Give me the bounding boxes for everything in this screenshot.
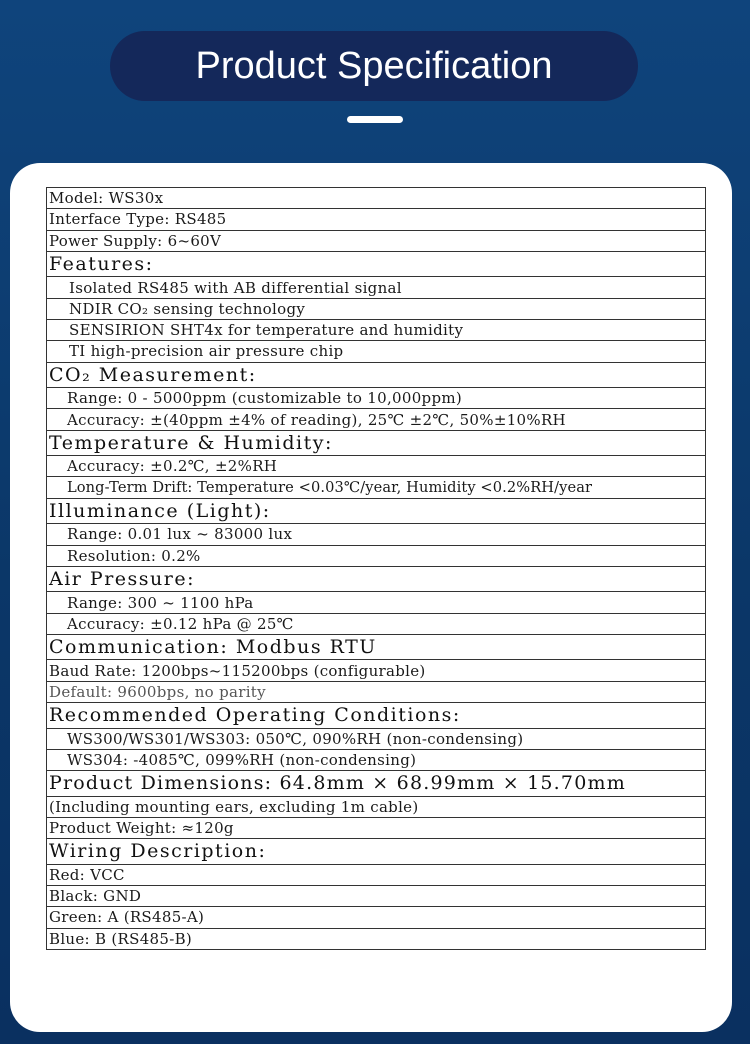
feature-item: TI high-precision air pressure chip [47, 341, 705, 362]
temp-humidity-heading: Temperature & Humidity: [47, 431, 705, 457]
operating-ws300-row: WS300/WS301/WS303: 050℃, 090%RH (non-condensing) [47, 729, 705, 750]
wiring-blue-row: Blue: B (RS485-B) [47, 929, 705, 950]
interface-row: Interface Type: RS485 [47, 209, 705, 230]
wiring-black-row: Black: GND [47, 886, 705, 907]
default-row: Default: 9600bps, no parity [47, 682, 705, 703]
air-pressure-accuracy-row: Accuracy: ±0.12 hPa @ 25℃ [47, 614, 705, 635]
page-title: Product Specification [110, 31, 638, 101]
baud-rate-row: Baud Rate: 1200bps~115200bps (configurable) [47, 660, 705, 681]
illuminance-resolution-row: Resolution: 0.2% [47, 546, 705, 567]
air-pressure-range-row: Range: 300 ~ 1100 hPa [47, 592, 705, 613]
illuminance-range-row: Range: 0.01 lux ~ 83000 lux [47, 524, 705, 545]
features-heading: Features: [47, 252, 705, 278]
air-pressure-heading: Air Pressure: [47, 567, 705, 593]
power-row: Power Supply: 6~60V [47, 231, 705, 252]
feature-item: NDIR CO₂ sensing technology [47, 299, 705, 320]
feature-item: SENSIRION SHT4x for temperature and humidity [47, 320, 705, 341]
dimensions-note-row: (Including mounting ears, excluding 1m cable) [47, 797, 705, 818]
operating-ws304-row: WS304: -4085℃, 099%RH (non-condensing) [47, 750, 705, 771]
model-row: Model: WS30x [47, 188, 705, 209]
operating-conditions-heading: Recommended Operating Conditions: [47, 703, 705, 729]
wiring-heading: Wiring Description: [47, 839, 705, 865]
co2-accuracy-row: Accuracy: ±(40ppm ±4% of reading), 25℃ ±2℃, 50%±10%RH [47, 409, 705, 430]
communication-heading: Communication: Modbus RTU [47, 635, 705, 661]
wiring-red-row: Red: VCC [47, 865, 705, 886]
dimensions-row: Product Dimensions: 64.8mm × 68.99mm × 15.70mm [47, 771, 705, 797]
title-underline [347, 116, 403, 123]
feature-item: Isolated RS485 with AB differential signal [47, 277, 705, 298]
temp-humidity-drift-row: Long-Term Drift: Temperature <0.03℃/year, Humidity <0.2%RH/year [47, 477, 705, 498]
illuminance-heading: Illuminance (Light): [47, 499, 705, 525]
spec-table [46, 187, 706, 950]
co2-heading: CO₂ Measurement: [47, 363, 705, 389]
temp-humidity-accuracy-row: Accuracy: ±0.2℃, ±2%RH [47, 456, 705, 477]
co2-range-row: Range: 0 - 5000ppm (customizable to 10,000ppm) [47, 388, 705, 409]
weight-row: Product Weight: ≈120g [47, 818, 705, 839]
wiring-green-row: Green: A (RS485-A) [47, 907, 705, 928]
